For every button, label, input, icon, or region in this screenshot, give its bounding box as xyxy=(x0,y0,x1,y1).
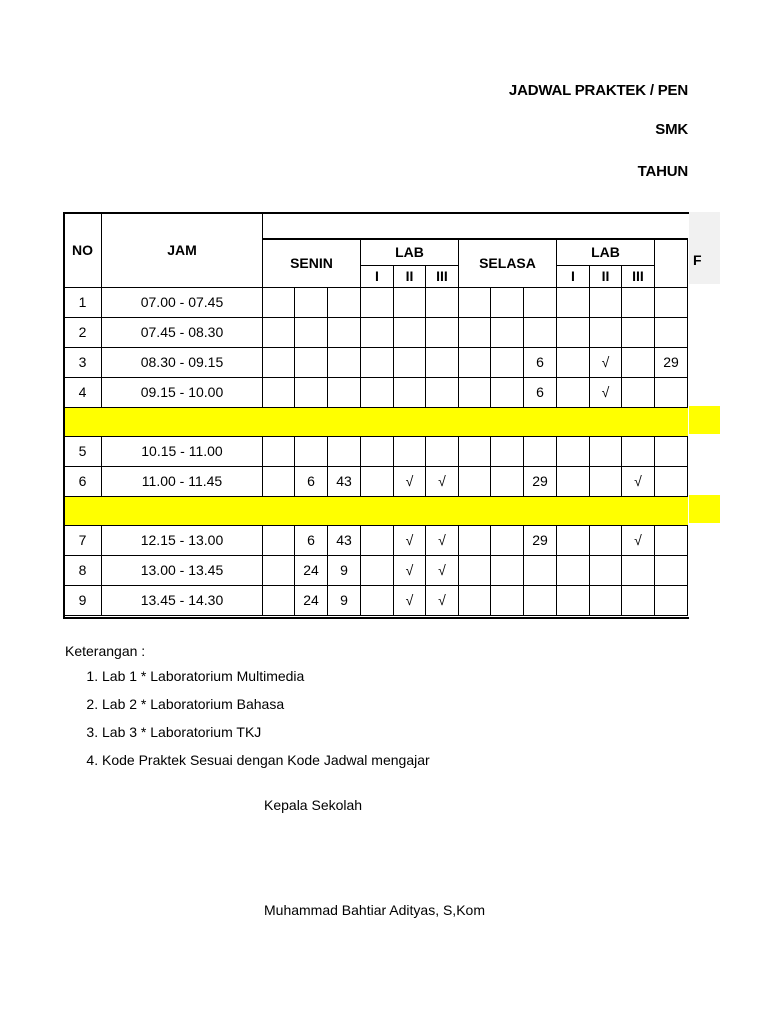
row-jam: 11.00 - 11.45 xyxy=(102,466,263,496)
header-extension xyxy=(689,212,720,284)
schedule-cell xyxy=(655,466,688,496)
list-item: 2. Lab 2 * Laboratorium Bahasa xyxy=(102,697,430,725)
schedule-cell xyxy=(557,466,590,496)
schedule-cell xyxy=(557,287,590,317)
jam-header: JAM xyxy=(102,213,263,288)
table-row xyxy=(64,466,688,496)
academic-year: TAHUN xyxy=(637,163,688,180)
schedule-cell xyxy=(491,555,524,585)
list-item: 1. Lab 1 * Laboratorium Multimedia xyxy=(102,669,430,697)
schedule-cell xyxy=(655,585,688,615)
row-no: 4 xyxy=(64,377,102,407)
schedule-cell xyxy=(622,287,655,317)
schedule-cell xyxy=(622,347,655,377)
schedule-cell xyxy=(361,377,394,407)
schedule-cell xyxy=(491,347,524,377)
signature-name: Muhammad Bahtiar Adityas, S,Kom xyxy=(264,902,485,918)
schedule-cell xyxy=(328,317,361,347)
schedule-cell xyxy=(491,377,524,407)
schedule-cell: √ xyxy=(426,466,459,496)
row-no: 9 xyxy=(64,585,102,615)
schedule-cell xyxy=(459,466,491,496)
schedule-cell xyxy=(491,317,524,347)
schedule-cell xyxy=(557,436,590,466)
schedule-cell xyxy=(655,377,688,407)
schedule-cell xyxy=(361,347,394,377)
schedule-cell xyxy=(557,585,590,615)
schedule-cell xyxy=(622,317,655,347)
no-header: NO xyxy=(64,213,102,288)
schedule-cell xyxy=(590,466,622,496)
schedule-cell xyxy=(459,287,491,317)
table-row xyxy=(64,287,688,317)
lab-header-senin: LAB xyxy=(361,239,459,266)
notes xyxy=(65,643,430,781)
schedule-cell xyxy=(295,377,328,407)
schedule-cell xyxy=(459,525,491,555)
list-item: 3. Lab 3 * Laboratorium TKJ xyxy=(102,725,430,753)
row-no: 3 xyxy=(64,347,102,377)
schedule-cell xyxy=(328,347,361,377)
schedule-cell xyxy=(361,317,394,347)
schedule-cell xyxy=(263,525,295,555)
schedule-cell xyxy=(361,287,394,317)
schedule-cell xyxy=(491,287,524,317)
schedule-cell xyxy=(590,317,622,347)
schedule-cell: √ xyxy=(394,585,426,615)
schedule-cell xyxy=(295,287,328,317)
schedule-cell: 6 xyxy=(524,377,557,407)
day-header-top xyxy=(263,213,688,239)
schedule-cell xyxy=(590,287,622,317)
row-no: 2 xyxy=(64,317,102,347)
schedule-cell xyxy=(394,436,426,466)
lab-header-selasa: LAB xyxy=(557,239,655,266)
schedule-cell xyxy=(328,436,361,466)
schedule-cell xyxy=(459,436,491,466)
schedule-cell: √ xyxy=(622,525,655,555)
schedule-cell xyxy=(263,347,295,377)
schedule-cell xyxy=(524,585,557,615)
schedule-cell xyxy=(655,555,688,585)
list-item: 4. Kode Praktek Sesuai dengan Kode Jadwal mengajar xyxy=(102,753,430,781)
signature-title: Kepala Sekolah xyxy=(264,797,363,813)
notes-heading: Keterangan : xyxy=(65,643,146,659)
schedule-cell: 29 xyxy=(655,347,688,377)
schedule-cell: √ xyxy=(590,377,622,407)
row-jam: 07.00 - 07.45 xyxy=(102,287,263,317)
schedule-cell: 43 xyxy=(328,525,361,555)
day3-header-partial: F xyxy=(693,252,702,268)
senin-header: SENIN xyxy=(263,239,361,288)
schedule-cell xyxy=(524,436,557,466)
break-band-extension xyxy=(689,495,720,523)
schedule-cell xyxy=(459,317,491,347)
schedule-cell xyxy=(491,525,524,555)
schedule-cell: √ xyxy=(590,347,622,377)
row-jam: 09.15 - 10.00 xyxy=(102,377,263,407)
schedule-cell: 6 xyxy=(524,347,557,377)
schedule-cell: √ xyxy=(426,585,459,615)
schedule-cell xyxy=(263,585,295,615)
table-row xyxy=(64,555,688,585)
schedule-cell xyxy=(263,287,295,317)
schedule-cell xyxy=(263,555,295,585)
schedule-cell xyxy=(459,347,491,377)
row-no: 8 xyxy=(64,555,102,585)
schedule-cell: √ xyxy=(426,555,459,585)
schedule-cell xyxy=(491,585,524,615)
schedule-cell: 43 xyxy=(328,466,361,496)
row-no: 7 xyxy=(64,525,102,555)
schedule-cell xyxy=(426,317,459,347)
row-jam: 13.00 - 13.45 xyxy=(102,555,263,585)
row-jam: 10.15 - 11.00 xyxy=(102,436,263,466)
lab-col-ii: II xyxy=(394,265,426,287)
row-jam: 12.15 - 13.00 xyxy=(102,525,263,555)
selasa-header: SELASA xyxy=(459,239,557,288)
lab-col-iii: III xyxy=(622,265,655,287)
schedule-cell xyxy=(328,377,361,407)
schedule-cell xyxy=(655,525,688,555)
document-title: JADWAL PRAKTEK / PEN xyxy=(508,82,688,99)
schedule-cell xyxy=(557,377,590,407)
schedule-cell xyxy=(655,317,688,347)
schedule-cell: √ xyxy=(394,466,426,496)
lab-col-i: I xyxy=(557,265,590,287)
schedule-cell xyxy=(491,436,524,466)
schedule-cell: 9 xyxy=(328,555,361,585)
break-band xyxy=(64,407,688,436)
break-band xyxy=(64,496,688,525)
lab-col-iii: III xyxy=(426,265,459,287)
day3-header xyxy=(655,239,688,288)
schedule-cell xyxy=(426,436,459,466)
schedule-cell xyxy=(426,347,459,377)
table-row xyxy=(64,347,688,377)
schedule-cell xyxy=(394,317,426,347)
schedule-cell xyxy=(459,555,491,585)
schedule-cell xyxy=(295,436,328,466)
schedule-cell xyxy=(394,347,426,377)
table-row xyxy=(64,377,688,407)
schedule-cell xyxy=(459,585,491,615)
schedule-cell xyxy=(426,287,459,317)
schedule-cell: 9 xyxy=(328,585,361,615)
schedule-cell xyxy=(557,525,590,555)
schedule-cell xyxy=(263,317,295,347)
schedule-cell: 29 xyxy=(524,525,557,555)
schedule-cell: 6 xyxy=(295,466,328,496)
schedule-cell xyxy=(394,287,426,317)
lab-col-ii: II xyxy=(590,265,622,287)
schedule-cell xyxy=(263,436,295,466)
schedule-cell xyxy=(622,436,655,466)
schedule-cell: √ xyxy=(622,466,655,496)
schedule-cell xyxy=(590,525,622,555)
schedule-cell xyxy=(557,317,590,347)
notes-list xyxy=(65,669,430,781)
schedule-cell xyxy=(361,555,394,585)
schedule-cell xyxy=(295,347,328,377)
schedule-cell xyxy=(263,466,295,496)
schedule-cell xyxy=(655,436,688,466)
schedule-cell: 24 xyxy=(295,555,328,585)
schedule-cell: √ xyxy=(394,555,426,585)
schedule-table xyxy=(63,212,689,618)
schedule-cell xyxy=(524,317,557,347)
schedule-cell xyxy=(622,555,655,585)
schedule-cell xyxy=(426,377,459,407)
schedule-cell xyxy=(394,377,426,407)
schedule-cell xyxy=(263,377,295,407)
schedule-cell: 24 xyxy=(295,585,328,615)
schedule-cell: √ xyxy=(394,525,426,555)
schedule-cell xyxy=(361,466,394,496)
schedule-cell xyxy=(557,555,590,585)
schedule-cell xyxy=(590,436,622,466)
table-row xyxy=(64,436,688,466)
schedule-cell xyxy=(557,347,590,377)
schedule-cell xyxy=(655,287,688,317)
row-jam: 08.30 - 09.15 xyxy=(102,347,263,377)
table-row xyxy=(64,525,688,555)
schedule-cell xyxy=(590,555,622,585)
row-jam: 13.45 - 14.30 xyxy=(102,585,263,615)
schedule-cell xyxy=(491,466,524,496)
table-row xyxy=(64,585,688,615)
schedule-cell xyxy=(361,436,394,466)
schedule-cell: 6 xyxy=(295,525,328,555)
lab-col-i: I xyxy=(361,265,394,287)
schedule-cell xyxy=(361,585,394,615)
school-name: SMK xyxy=(655,121,688,138)
row-no: 5 xyxy=(64,436,102,466)
schedule-cell: 29 xyxy=(524,466,557,496)
schedule-cell xyxy=(622,585,655,615)
schedule-cell xyxy=(459,377,491,407)
schedule-cell xyxy=(361,525,394,555)
schedule-cell xyxy=(622,377,655,407)
table-row xyxy=(64,317,688,347)
break-band-extension xyxy=(689,406,720,434)
row-no: 6 xyxy=(64,466,102,496)
schedule-cell xyxy=(590,585,622,615)
schedule-cell xyxy=(328,287,361,317)
row-jam: 07.45 - 08.30 xyxy=(102,317,263,347)
row-no: 1 xyxy=(64,287,102,317)
schedule-cell xyxy=(524,287,557,317)
schedule-cell xyxy=(524,555,557,585)
schedule-cell xyxy=(295,317,328,347)
schedule-cell: √ xyxy=(426,525,459,555)
